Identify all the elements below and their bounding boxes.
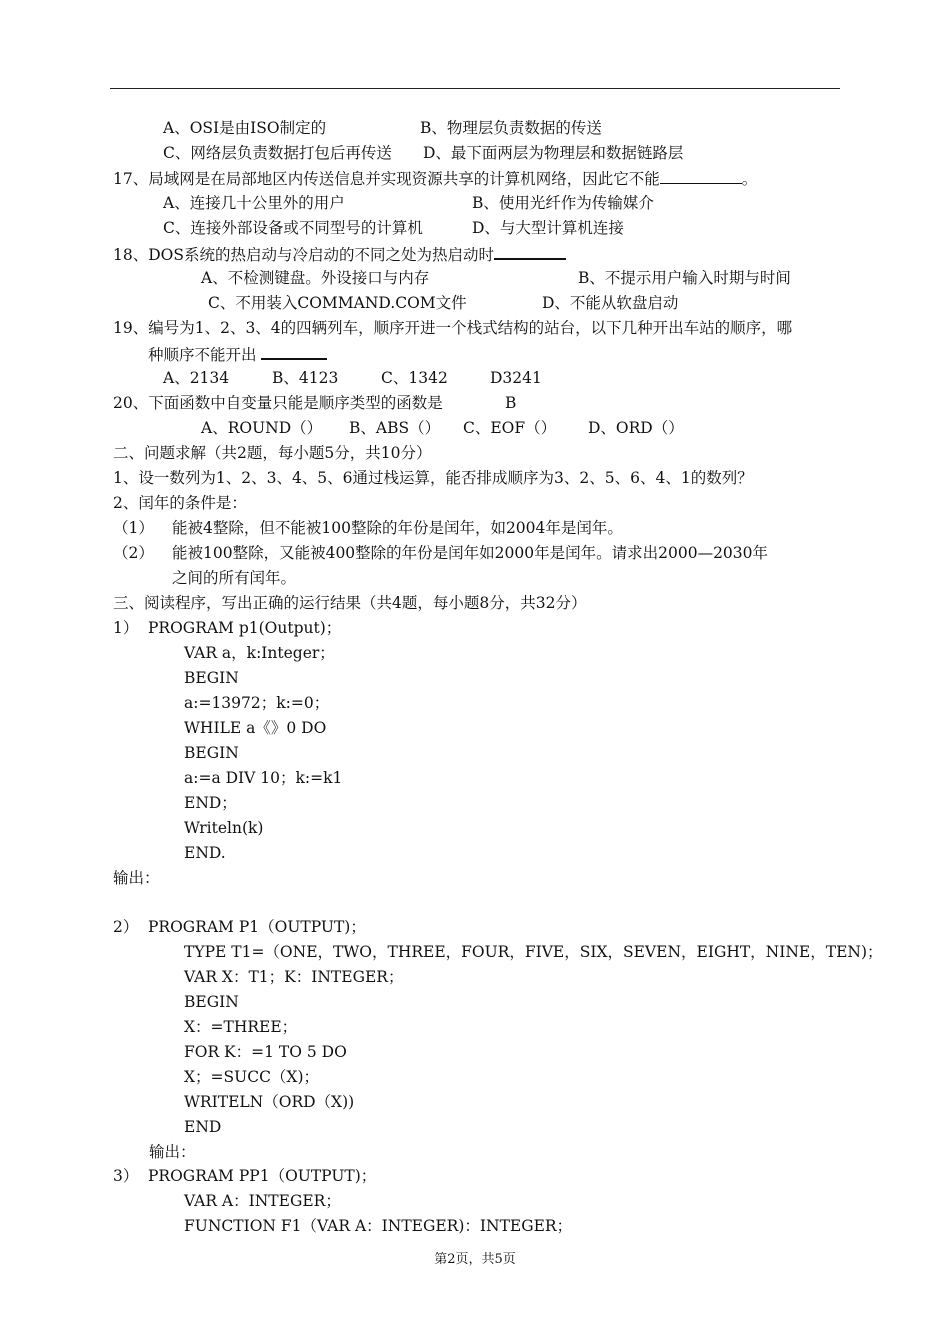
q16-option-d: D、最下面两层为物理层和数据链路层 xyxy=(423,144,684,162)
section2-problem-2: 2、闰年的条件是： xyxy=(113,494,247,512)
program-2-output-label: 输出： xyxy=(149,1143,196,1161)
section3-heading: 三、阅读程序，写出正确的运行结果（共4题，每小题8分，共32分） xyxy=(113,594,587,612)
program-2-header: PROGRAM P1（OUTPUT)； xyxy=(148,918,366,936)
code-line: END xyxy=(184,1118,222,1136)
q18-stem: 18、DOS系统的热启动与冷启动的不同之处为热启动时 xyxy=(113,243,566,265)
q19-option-b: B、4123 xyxy=(272,369,339,387)
section2-heading: 二、问题求解（共2题，每小题5分，共10分） xyxy=(113,444,432,462)
condition-2-text: 能被100整除，又能被400整除的年份是闰年如2000年是闰年。请求出2000—2030年 xyxy=(172,544,769,562)
program-1-header: PROGRAM p1(Output)； xyxy=(148,619,342,637)
code-line: TYPE T1=（ONE，TWO，THREE，FOUR，FIVE，SIX，SEVEN，EIGHT，NINE，TEN)； xyxy=(184,943,883,961)
q16-option-b: B、物理层负责数据的传送 xyxy=(420,119,602,137)
q20-answer: B xyxy=(505,394,517,412)
q20-stem: 20、下面函数中自变量只能是顺序类型的函数是 xyxy=(113,394,443,412)
section2-problem-1: 1、设一数列为1、2、3、4、5、6通过栈运算，能否排成顺序为3、2、5、6、4、1的数列？ xyxy=(113,469,753,487)
program-1-output-label: 输出： xyxy=(113,869,160,887)
code-line: a:=a DIV 10；k:=k1 xyxy=(184,769,343,787)
code-line: BEGIN xyxy=(184,669,239,687)
q20-option-a: A、ROUND（） xyxy=(201,419,323,437)
q17-option-d: D、与大型计算机连接 xyxy=(472,219,624,237)
code-line: BEGIN xyxy=(184,744,239,762)
code-line: Writeln(k) xyxy=(184,819,264,837)
q18-option-d: D、不能从软盘启动 xyxy=(542,294,679,312)
condition-2-number: （2） xyxy=(113,544,154,562)
code-line: FOR K：=1 TO 5 DO xyxy=(184,1043,347,1061)
q18-option-b: B、不提示用户输入时期与时间 xyxy=(578,269,791,287)
q19-stem: 19、编号为1、2、3、4的四辆列车，顺序开进一个栈式结构的站台，以下几种开出车站的顺序，哪 xyxy=(113,319,793,337)
q18-option-c: C、不用装入COMMAND.COM文件 xyxy=(208,294,467,312)
q20-option-d: D、ORD（） xyxy=(588,419,684,437)
code-line: VAR a，k:Integer； xyxy=(184,644,335,662)
code-line: VAR A：INTEGER； xyxy=(184,1192,341,1210)
condition-2-text-cont: 之间的所有闰年。 xyxy=(172,569,297,587)
q18-option-a: A、不检测键盘。外设接口与内存 xyxy=(201,269,430,287)
q17-stem: 17、局域网是在局部地区内传送信息并实现资源共享的计算机网络，因此它不能 。 xyxy=(113,170,758,188)
header-rule xyxy=(110,88,840,89)
code-line: BEGIN xyxy=(184,993,239,1011)
code-line: X：=THREE； xyxy=(184,1018,298,1036)
answer-blank xyxy=(494,243,566,260)
code-line: END. xyxy=(184,844,226,862)
code-line: WRITELN（ORD（X)) xyxy=(184,1093,355,1111)
code-line: WHILE a《》0 DO xyxy=(184,719,327,737)
q16-option-c: C、网络层负责数据打包后再传送 xyxy=(163,144,392,162)
code-line: X；=SUCC（X)； xyxy=(184,1068,320,1086)
condition-1-number: （1） xyxy=(113,519,154,537)
code-line: END； xyxy=(184,794,237,812)
q20-option-b: B、ABS（） xyxy=(349,419,441,437)
q16-option-a: A、OSI是由ISO制定的 xyxy=(163,119,327,137)
answer-blank xyxy=(261,343,327,360)
page-footer: 第2页，共5页 xyxy=(434,1252,516,1267)
code-line: a:=13972；k:=0； xyxy=(184,694,330,712)
program-3-header: PROGRAM PP1（OUTPUT)； xyxy=(148,1167,377,1185)
condition-1-text: 能被4整除，但不能被100整除的年份是闰年，如2004年是闰年。 xyxy=(172,519,623,537)
q19-stem-cont: 种顺序不能开出 xyxy=(148,343,327,365)
q19-option-a: A、2134 xyxy=(163,369,230,387)
q17-option-a: A、连接几十公里外的用户 xyxy=(163,194,345,212)
q17-option-b: B、使用光纤作为传输媒介 xyxy=(472,194,654,212)
q19-option-c: C、1342 xyxy=(381,369,448,387)
code-line: VAR X：T1；K：INTEGER； xyxy=(184,968,404,986)
program-1-number: 1） xyxy=(113,619,139,637)
q20-option-c: C、EOF（） xyxy=(463,419,557,437)
program-3-number: 3） xyxy=(113,1167,139,1185)
q17-option-c: C、连接外部设备或不同型号的计算机 xyxy=(163,219,423,237)
program-2-number: 2） xyxy=(113,918,139,936)
q19-option-d: D3241 xyxy=(490,369,542,387)
code-line: FUNCTION F1（VAR A：INTEGER)：INTEGER； xyxy=(184,1217,573,1235)
answer-blank xyxy=(660,168,742,184)
